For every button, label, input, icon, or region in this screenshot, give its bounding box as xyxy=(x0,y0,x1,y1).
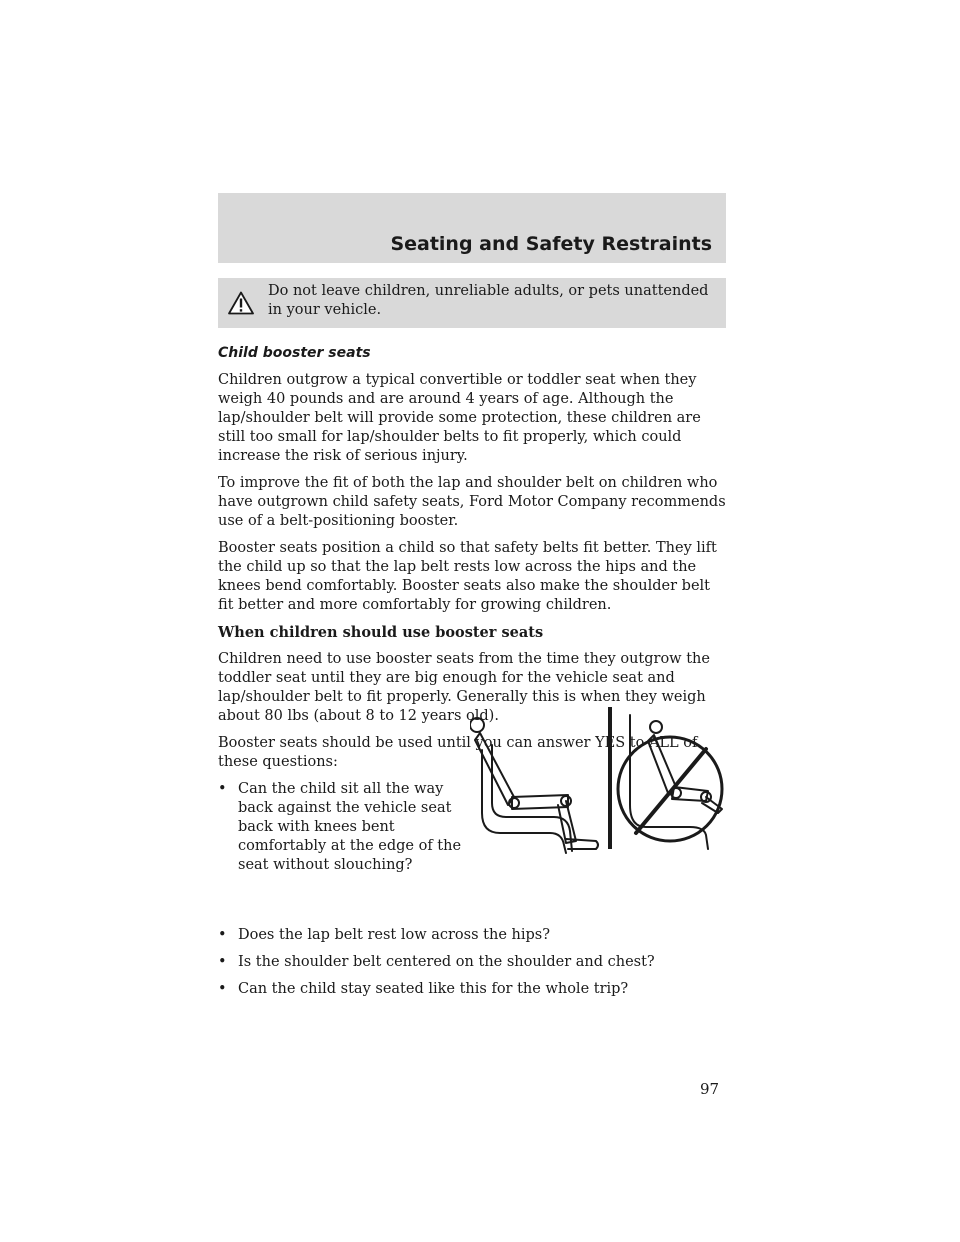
list-item-text: Can the child sit all the way back against the vehicle seat back with knees bent comfortably at the edge of the seat without slouching? xyxy=(238,781,462,873)
bullet-mark: • xyxy=(218,981,227,997)
correct-seating-icon xyxy=(470,718,598,853)
warning-box xyxy=(218,278,726,328)
section-header xyxy=(218,193,726,263)
list-item xyxy=(218,953,728,972)
list-item-text: Does the lap belt rest low across the hips? xyxy=(238,927,550,943)
seating-position-illustration xyxy=(470,705,725,855)
list-item-text: Can the child stay seated like this for the whole trip? xyxy=(238,981,629,997)
list-item xyxy=(218,980,728,999)
bullet-mark: • xyxy=(218,954,227,970)
list-item-text: Is the shoulder belt centered on the shoulder and chest? xyxy=(238,954,655,970)
warning-triangle-icon xyxy=(228,291,254,315)
list-item xyxy=(218,926,728,945)
page-content xyxy=(218,344,728,1007)
page-number: 97 xyxy=(700,1080,720,1098)
paragraph-booster-position: Booster seats position a child so that safety belts fit better. They lift the child up so that the lap belt rests low across the hips and the knees bend comfortably. Booster seats also make the shoulder belt fit better and more comfortably for growing children. xyxy=(218,540,717,613)
bullet-mark: • xyxy=(218,781,227,797)
section-title: Seating and Safety Restraints xyxy=(390,233,712,255)
bullet-mark: • xyxy=(218,927,227,943)
incorrect-seating-icon xyxy=(618,715,722,849)
paragraph-questions: Booster seats should be used until you can answer YES to ALL of these questions: xyxy=(218,735,698,770)
paragraph-outgrow: Children outgrow a typical convertible or toddler seat when they weigh 40 pounds and are around 4 years of age. Although the lap/shoulder belt will provide some protection, these children are still too small for lap/shoulder belts to fit properly, which could increase the risk of serious injury. xyxy=(218,372,701,464)
paragraph-improve-fit: To improve the fit of both the lap and shoulder belt on children who have outgrown child safety seats, Ford Motor Company recommends use of a belt-positioning booster. xyxy=(218,475,726,529)
booster-heading: Child booster seats xyxy=(218,345,371,361)
paragraph-need-booster: Children need to use booster seats from the time they outgrow the toddler seat until they are big enough for the vehicle seat and lap/shoulder belt to fit properly. Generally this is when they weigh about 80 lbs (about 8 to 12 years old). xyxy=(218,651,710,724)
warning-text: Do not leave children, unreliable adults, or pets unattended in your vehicle. xyxy=(268,283,709,318)
when-heading: When children should use booster seats xyxy=(218,624,544,641)
